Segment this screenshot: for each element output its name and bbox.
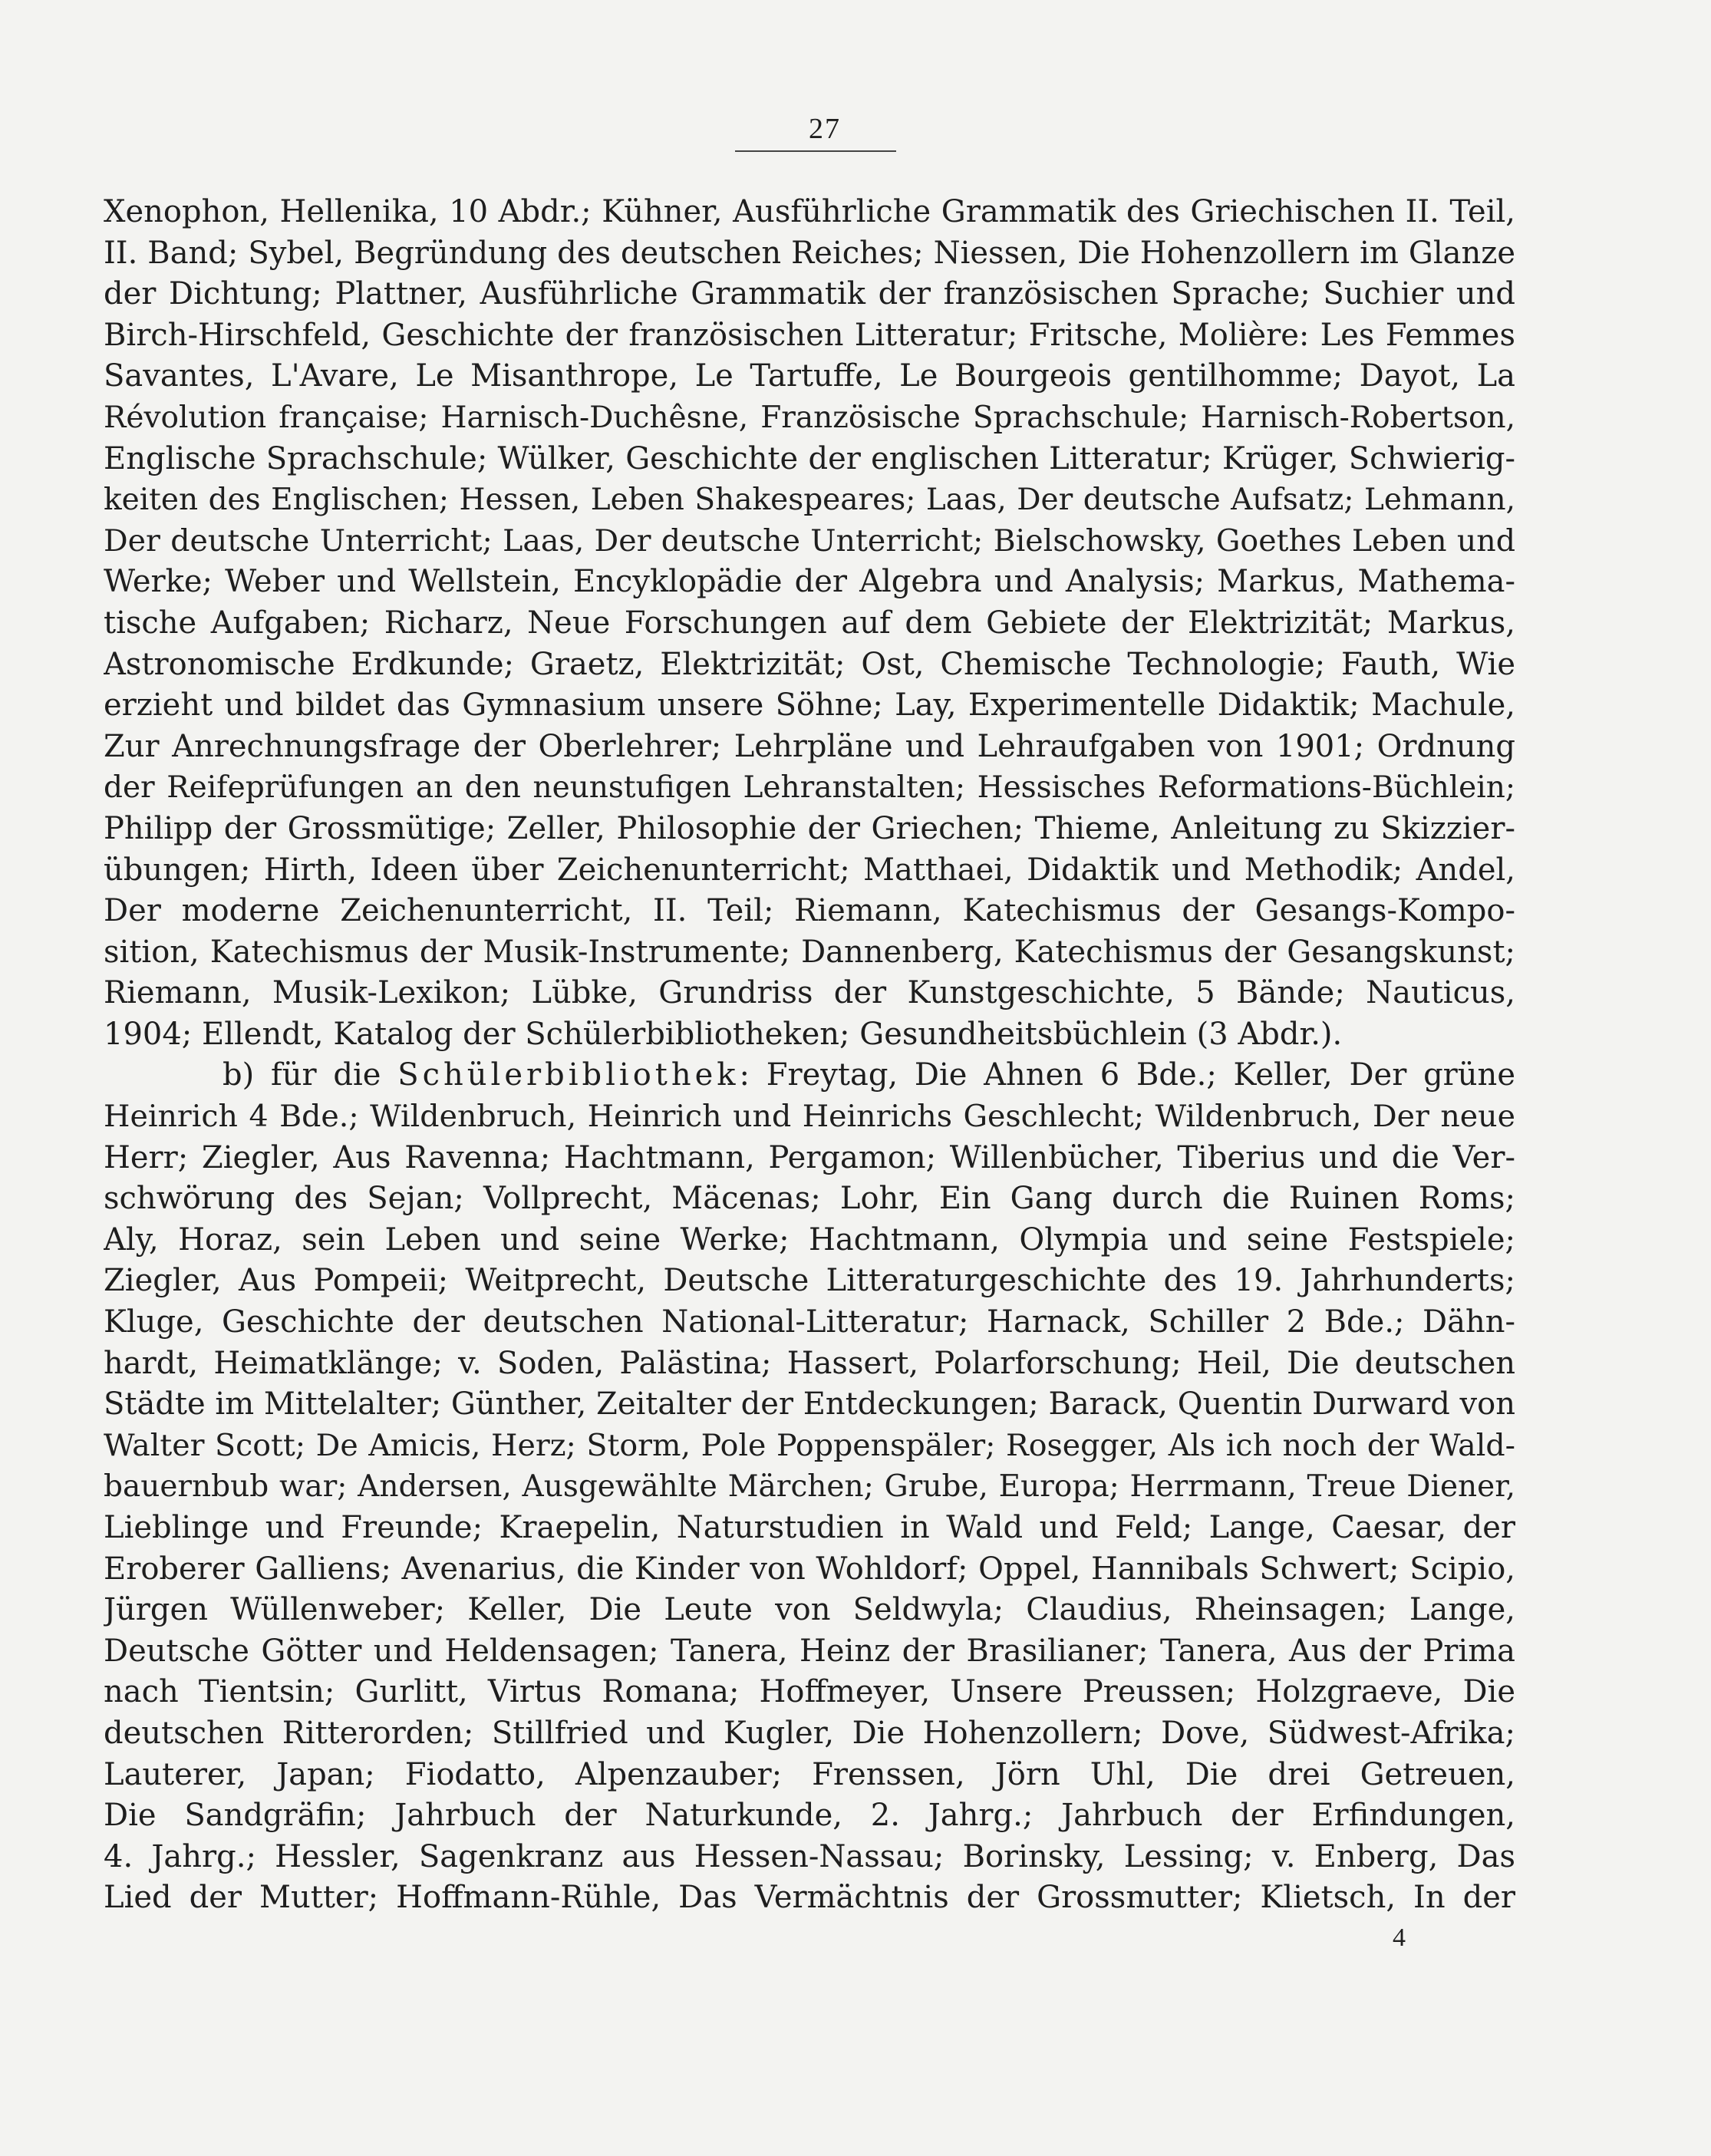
text-line: Riemann, Musik-Lexikon; Lübke, Grundriss der Kunstgeschichte, 5 Bände; Nauticus,	[104, 975, 1515, 1011]
page-number: 27	[809, 113, 841, 145]
section-b-heading-line	[104, 1055, 1515, 1096]
section-b-emphasis: Schülerbibliothek	[397, 1057, 740, 1093]
text-line: Eroberer Galliens; Avenarius, die Kinder von Wohldorf; Oppel, Hannibals Schwert; Scipio,	[104, 1551, 1515, 1587]
text-line: hardt, Heimatklänge; v. Soden, Palästina; Hassert, Polarforschung; Heil, Die deutschen	[104, 1345, 1515, 1381]
text-line: der Dichtung; Plattner, Ausführliche Grammatik der französischen Sprache; Suchier und	[104, 276, 1515, 312]
text-line: Werke; Weber und Wellstein, Encyklopädie der Algebra und Analysis; Markus, Mathema-	[104, 564, 1515, 600]
text-line: Révolution française; Harnisch-Duchêsne, Französische Sprachschule; Harnisch-Robertson,	[104, 400, 1515, 435]
text-line: nach Tientsin; Gurlitt, Virtus Romana; Hoffmeyer, Unsere Preussen; Holzgraeve, Die	[104, 1674, 1515, 1710]
text-line: II. Band; Sybel, Begründung des deutschen Reiches; Niessen, Die Hohenzollern im Glanze	[104, 235, 1515, 271]
text-line: tische Aufgaben; Richarz, Neue Forschungen auf dem Gebiete der Elektrizität; Markus,	[104, 605, 1515, 641]
text-line: Die Sandgräfin; Jahrbuch der Naturkunde, 2. Jahrg.; Jahrbuch der Erfindungen,	[104, 1798, 1515, 1834]
signature-mark: 4	[1393, 1924, 1406, 1952]
text-line: Jürgen Wüllenweber; Keller, Die Leute von Seldwyla; Claudius, Rheinsagen; Lange,	[104, 1592, 1515, 1628]
text-line: Ziegler, Aus Pompeii; Weitprecht, Deutsche Litteraturgeschichte des 19. Jahrhunderts;	[104, 1263, 1515, 1299]
text-line: Deutsche Götter und Heldensagen; Tanera, Heinz der Brasilianer; Tanera, Aus der Prima	[104, 1633, 1515, 1669]
text-line: keiten des Englischen; Hessen, Leben Shakespeares; Laas, Der deutsche Aufsatz; Lehmann,	[104, 483, 1515, 518]
text-line: Englische Sprachschule; Wülker, Geschichte der englischen Litteratur; Krüger, Schwierig-	[104, 440, 1515, 476]
text-line: Der deutsche Unterricht; Laas, Der deutsche Unterricht; Bielschowsky, Goethes Leben und	[104, 523, 1515, 559]
text-line: schwörung des Sejan; Vollprecht, Mäcenas; Lohr, Ein Gang durch die Ruinen Roms;	[104, 1181, 1515, 1217]
text-line: Walter Scott; De Amicis, Herz; Storm, Pole Poppenspäler; Rosegger, Als ich noch der Wald-	[104, 1427, 1515, 1463]
text-line: übungen; Hirth, Ideen über Zeichenunterricht; Matthaei, Didaktik und Methodik; Andel,	[104, 852, 1515, 888]
text-line: Kluge, Geschichte der deutschen National-Litteratur; Harnack, Schiller 2 Bde.; Dähn-	[104, 1304, 1515, 1340]
text-line: deutschen Ritterorden; Stillfried und Kugler, Die Hohenzollern; Dove, Südwest-Afrika;	[104, 1715, 1515, 1751]
text-line: Herr; Ziegler, Aus Ravenna; Hachtmann, Pergamon; Willenbücher, Tiberius und die Ver-	[104, 1139, 1515, 1175]
text-line: Astronomische Erdkunde; Graetz, Elektrizität; Ost, Chemische Technologie; Fauth, Wie	[104, 646, 1515, 682]
text-line: Städte im Mittelalter; Günther, Zeitalter der Entdeckungen; Barack, Quentin Durward von	[104, 1386, 1515, 1422]
text-line: Zur Anrechnungsfrage der Oberlehrer; Lehrpläne und Lehraufgaben von 1901; Ordnung	[104, 728, 1515, 764]
text-line: Lauterer, Japan; Fiodatto, Alpenzauber; Frenssen, Jörn Uhl, Die drei Getreuen,	[104, 1756, 1515, 1792]
section-b-prefix: b) für die	[223, 1057, 398, 1093]
text-line: Heinrich 4 Bde.; Wildenbruch, Heinrich und Heinrichs Geschlecht; Wildenbruch, Der neue	[104, 1099, 1515, 1135]
body-text	[104, 192, 1515, 1919]
text-line: Lieblinge und Freunde; Kraepelin, Naturstudien in Wald und Feld; Lange, Caesar, der	[104, 1510, 1515, 1545]
section-b-rest: : Freytag, Die Ahnen 6 Bde.; Keller, Der grüne	[739, 1057, 1515, 1093]
text-line: Der moderne Zeichenunterricht, II. Teil; Riemann, Katechismus der Gesangs-Kompo-	[104, 893, 1515, 929]
header-rule	[735, 150, 896, 152]
text-line: Savantes, L'Avare, Le Misanthrope, Le Tartuffe, Le Bourgeois gentilhomme; Dayot, La	[104, 358, 1515, 394]
text-line: Philipp der Grossmütige; Zeller, Philosophie der Griechen; Thieme, Anleitung zu Skizzier-	[104, 810, 1515, 846]
text-line: 1904; Ellendt, Katalog der Schülerbibliotheken; Gesundheitsbüchlein (3 Abdr.).	[104, 1016, 1343, 1052]
text-line: Aly, Horaz, sein Leben und seine Werke; Hachtmann, Olympia und seine Festspiele;	[104, 1221, 1515, 1258]
text-line: Xenophon, Hellenika, 10 Abdr.; Kühner, Ausführliche Grammatik des Griechischen II. Teil,	[104, 194, 1515, 229]
text-line: der Reifeprüfungen an den neunstufigen Lehranstalten; Hessisches Reformations-Büchlein;	[104, 770, 1515, 806]
text-line: sition, Katechismus der Musik-Instrumente; Dannenberg, Katechismus der Gesangskunst;	[104, 934, 1515, 970]
text-line: Birch-Hirschfeld, Geschichte der französischen Litteratur; Fritsche, Molière: Les Femmes	[104, 317, 1515, 353]
text-line: 4. Jahrg.; Hessler, Sagenkranz aus Hessen-Nassau; Borinsky, Lessing; v. Enberg, Das	[104, 1838, 1515, 1874]
text-line: Lied der Mutter; Hoffmann-Rühle, Das Vermächtnis der Grossmutter; Klietsch, In der	[104, 1880, 1515, 1916]
text-line: erzieht und bildet das Gymnasium unsere Söhne; Lay, Experimentelle Didaktik; Machule,	[104, 687, 1515, 724]
text-line: bauernbub war; Andersen, Ausgewählte Märchen; Grube, Europa; Herrmann, Treue Diener,	[104, 1469, 1515, 1505]
